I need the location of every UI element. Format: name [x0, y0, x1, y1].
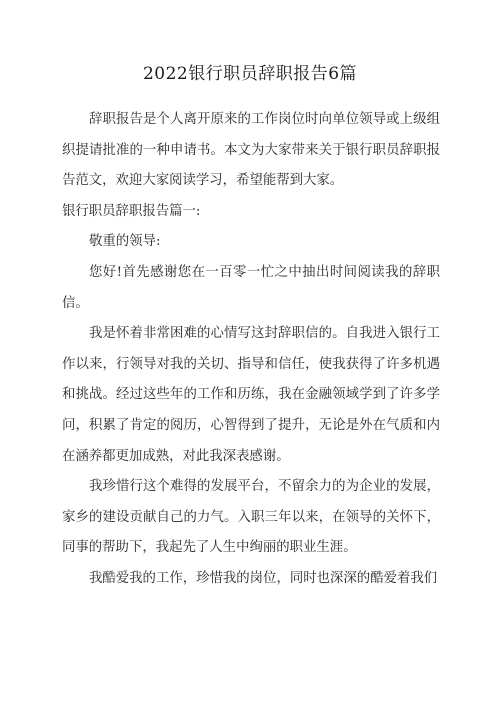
body-paragraph-2: 我珍惜行这个难得的发展平台，不留余力的为企业的发展，家乡的建设贡献自己的力气。入职三年以来，在领导的关怀下，同事的帮助下，我起先了人生中绚丽的职业生涯。: [62, 479, 440, 556]
section-heading: 银行职员辞职报告篇一:: [62, 203, 201, 219]
salutation: 敬重的领导:: [89, 234, 161, 250]
body-paragraph-1: 我是怀着非常困难的心情写这封辞职信的。自我进入银行工作以来，行领导对我的关切、指导和信任，使我获得了许多机遇和挑战。经过这些年的工作和历练，我在金融领域学到了许多学问，积累了肯定的阅历，心智得到了提升，无论是外在气质和内在涵养都更加成熟，对此我深表感谢。: [62, 326, 440, 464]
document-title: 2022银行职员辞职报告6篇: [142, 64, 358, 84]
intro-paragraph: 辞职报告是个人离开原来的工作岗位时向单位领导或上级组织提请批准的一种申请书。本文为大家带来关于银行职员辞职报告范文，欢迎大家阅读学习，希望能帮到大家。: [62, 112, 440, 189]
document-body: [62, 105, 440, 595]
greeting-paragraph: 您好!首先感谢您在一百零一忙之中抽出时间阅读我的辞职信。: [62, 264, 440, 311]
body-paragraph-3: 我酷爱我的工作，珍惜我的岗位，同时也深深的酷爱着我们: [89, 570, 438, 586]
